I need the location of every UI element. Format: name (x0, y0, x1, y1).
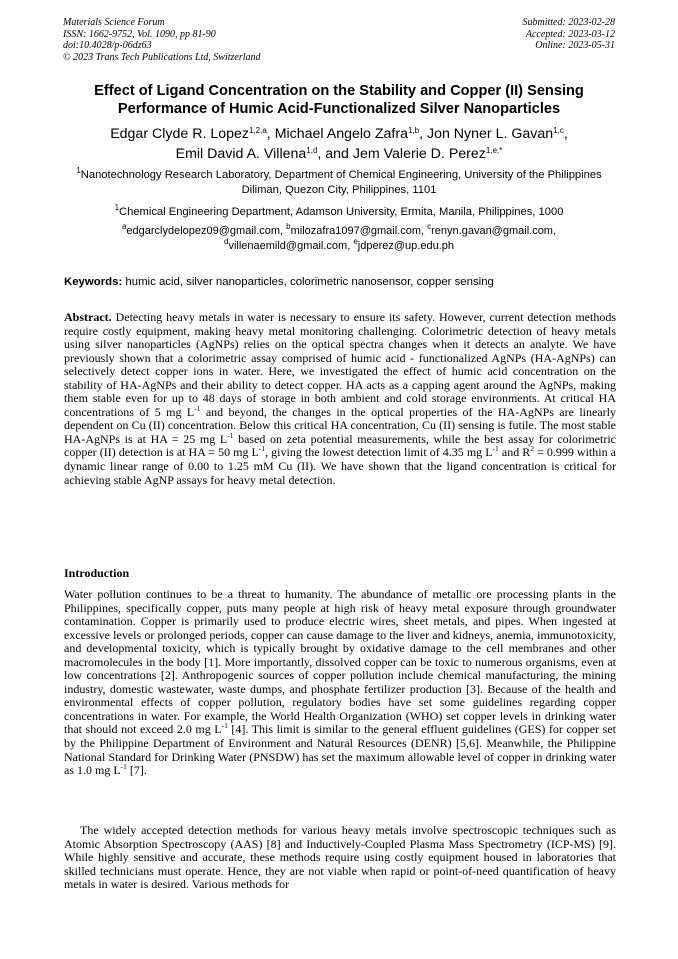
affiliation-1: $^1$Nanotechnology Research Laboratory, Department of Chemical Engineering, University of the Philippines Diliman, Quezon City, Philippines, 1101 (76, 166, 602, 196)
author-list (50, 124, 628, 164)
issn-line: ISSN: 1662-9752, Vol. 1090, pp 81-90 (63, 28, 216, 40)
keywords-label: Keywords: (64, 276, 123, 288)
email-link[interactable]: $^d$villenaemild@gmail.com (224, 236, 348, 252)
author: Jon Nyner L. Gavan$^{1,c}$, (426, 126, 568, 142)
intro-paragraph-2: The widely accepted detection methods for various heavy metals involve spectroscopic techniques such as Atomic Absorption Spectroscopy (AAS) [8] and Inductively-Coupled Plasma Mass Spectrometry (ICP-MS) [9]. While highly sensitive and accurate, these methods require using costly equipment housed in laboratories that skilled technicians must operate. Hence, they are not viable when rapid or point-of-need quantification of heavy metals in water is desired. Various methods for (64, 823, 616, 892)
intro-paragraph-1: Water pollution continues to be a threat to humanity. The abundance of metallic ore processing plants in the Philippines, specifically copper, puts many people at high risk of heavy metal exposure through groundwater contamination. Copper is primarily used to produce electric wires, sheet metals, and pipes. When ingested at excessive levels or prolonged periods, copper can cause damage to the liver and kidneys, anemia, immunotoxicity, and developmental toxicity, which is typically brought by oxidative damage to the cell membranes and other macromolecules in the body [1]. More importantly, dissolved copper can be toxic to numerous organisms, even at low concentrations [2]. Anthropogenic sources of copper pollution include chemical manufacturing, the mining industry, domestic wastewater, waste dumps, and phosphate fertilizer production [3]. Because of the health and environmental effects of copper pollution, regulatory bodies have set some guidelines regarding copper concentrations in water. For example, the World Health Organization (WHO) set copper levels in drinking water that should not exceed 2.0 mg $L^{-1}$ [4]. This limit is similar to the general effluent guidelines (GES) for copper set by the Philippine Department of Environment and Natural Resources (DENR) [5,6]. Meanwhile, the Philippine National Standard for Drinking Water (PNSDW) has set the maximum allowable level of copper in drinking water as 1.0 mg $L^{-1}$ [7]. (64, 587, 616, 778)
publication-dates (523, 17, 616, 52)
affiliation-2: $^1$Chemical Engineering Department, Adamson University, Ermita, Manila, Philippines, 1000 (114, 203, 564, 218)
journal-info (63, 17, 261, 63)
email-link[interactable]: $^c$renyn.gavan@gmail.com (427, 222, 553, 237)
copyright-line: © 2023 Trans Tech Publications Ltd, Switzerland (63, 51, 261, 63)
author: Edgar Clyde R. Lopez$^{1,2,a}$, (110, 126, 275, 142)
email-link[interactable]: $^e$jdperez@up.edu.ph (353, 236, 454, 252)
paper-title: Effect of Ligand Concentration on the Stability and Copper (II) Sensing Performance of Humic Acid-Functionalized Silver Nanoparticles (94, 83, 584, 117)
keywords-text: humic acid, silver nanoparticles, colorimetric nanosensor, copper sensing (122, 276, 494, 288)
author: Emil David A. Villena$^{1,d}$, and (175, 146, 353, 162)
email-link[interactable]: $^a$edgarclydelopez09@gmail.com (121, 222, 281, 237)
author-emails: $^a$edgarclydelopez09@gmail.com, $^b$milozafra1097@gmail.com, $^c$renyn.gavan@gmail.com, $^d$villenaemild@gmail.com, $^e$jdperez@up.edu.ph (121, 222, 557, 252)
author: Jem Valerie D. Perez$^{1,e,*}$ (352, 146, 503, 162)
accepted-date: Accepted: 2023-03-12 (525, 28, 615, 40)
email-link[interactable]: $^b$milozafra1097@gmail.com (286, 222, 422, 237)
abstract-label: Abstract. (64, 310, 112, 324)
doi-line[interactable]: doi:10.4028/p-06dz63 (63, 40, 152, 51)
keywords (64, 275, 616, 289)
submitted-date: Submitted: 2023-02-28 (522, 17, 615, 28)
author: Michael Angelo Zafra$^{1,b}$, (274, 126, 427, 142)
online-date: Online: 2023-05-31 (535, 40, 615, 51)
section-heading-introduction: Introduction (64, 566, 130, 580)
journal-name: Materials Science Forum (63, 17, 165, 28)
abstract: Abstract. Detecting heavy metals in water is necessary to ensure its safety. However, current detection methods require costly equipment, making heavy metal monitoring challenging. Colorimetric detection of heavy metals using silver nanoparticles (AgNPs) relies on the optical spectra changes when it detects an analyte. We have previously shown that a colorimetric assay comprised of humic acid - functionalized AgNPs (HA-AgNPs) can selectively detect copper ions in water. Here, we investigated the effect of humic acid concentration on the stability of HA-AgNPs and their ability to detect copper. HA acts as a capping agent around the AgNPs, making them stable even for up to 48 days of storage in both ambient and cold storage environments. At critical HA concentrations of 5 mg $L^{-1}$ and beyond, the changes in the optical properties of the HA-AgNPs are linearly dependent on Cu (II) concentration. Below this critical HA concentration, Cu (II) sensing is futile. The most stable HA-AgNPs is at HA = 25 mg $L^{-1}$ based on zeta potential measurements, while the best assay for colorimetric copper (II) detection is at HA = 50 mg $L^{-1}$, giving the lowest detection limit of 4.35 mg $L^{-1}$ and $R^2 = 0.999$ within a dynamic linear range of 0.00 to 1.25 mM Cu (II). We have shown that the ligand concentration is critical for achieving stable AgNP assays for heavy metal detection. (64, 310, 616, 487)
